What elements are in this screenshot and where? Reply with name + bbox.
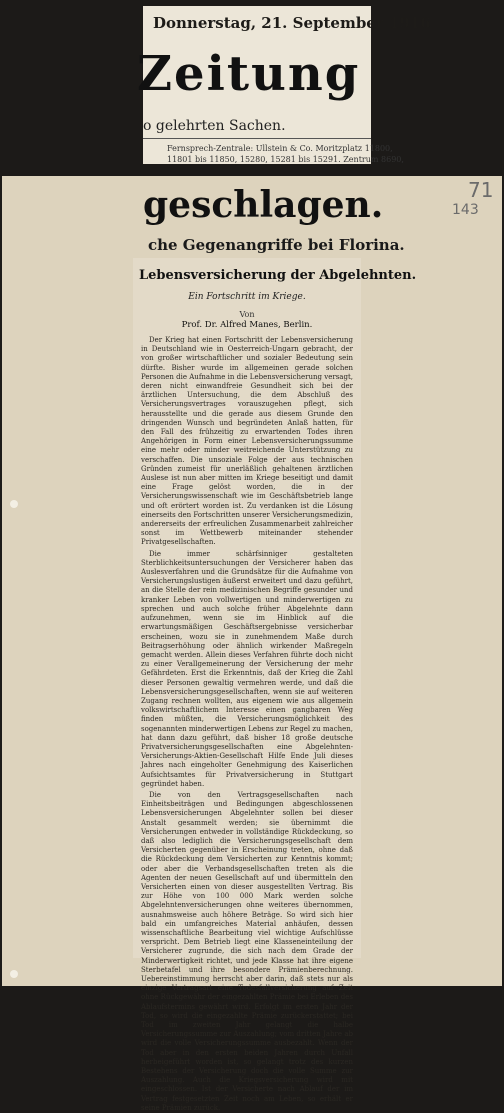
article-subhead: che Gegenangriffe bei Florina. (148, 236, 405, 254)
newspaper-header-clipping (137, 6, 431, 164)
issue-date: Donnerstag, 21. September 1916 (153, 14, 431, 32)
column-body (141, 336, 354, 1112)
article-headline: geschlagen. (143, 184, 384, 226)
punch-hole (10, 500, 18, 508)
body-paragraph: Der Krieg hat einen Fortschritt der Lebensversicherung in Deutschland wie in Oesterreich-Ungarn gebracht, der von großer wirtschaftlicher und sozialer Bedeutung sein dürfte. Bisher wurde im allgemeinen gerade solchen Personen die Aufnahme in die Lebensversicherung versagt, deren nicht einwandfreie Gesundheit sich bei der ärztlichen Untersuchung, die dem Abschluß des Versicherungsvertrages vorauszugehen pflegt, sich herausstellte und die gerade aus diesem Grunde den dringenden Wunsch und begründeten Anlaß hatten, für den Fall des frühzeitig zu erwartenden Todes ihren Angehörigen in Form einer Lebensversicherungssumme eine mehr oder minder weitreichende Unterstützung zu verschaffen. Die unsoziale Folge der aus technischen Gründen zumeist für unerläßlich gehaltenen ärztlichen Auslese ist nun aber mitten im Kriege beseitigt und damit eine Frage gelöst worden, die in der Versicherungswissenschaft wie im Geschäftsbetrieb lange und oft erörtert worden ist. Zu verdanken ist die Lösung einerseits den Fortschritten unserer Versicherungsmedizin, andererseits der erfreulichen Zusammenarbeit zahlreicher sonst im Wettbewerb miteinander stehender Privatgesellschaften. (141, 336, 354, 547)
pencil-note-page: 143 (452, 202, 479, 218)
article-column-clipping (133, 258, 417, 1112)
column-von: Von (239, 310, 255, 319)
column-subtitle: Ein Fortschritt im Kriege. (188, 292, 306, 302)
header-rule (143, 138, 371, 139)
contact-line-2: 11801 bis 11850, 15280, 15281 bis 15291. Zentrum 8690, (167, 155, 404, 164)
punch-hole (10, 970, 18, 978)
column-title: Lebensversicherung der Abgelehnten. (139, 268, 417, 283)
column-author: Prof. Dr. Alfred Manes, Berlin. (181, 320, 313, 330)
body-paragraph: Die immer schärfsinniger gestalteten Sterblichkeitsuntersuchungen der Versicherer haben das Auslesverfahren und die Grundsätze für die Aufnahme von Versicherungslustigen äußerst erweitert und dazu geführt, an die Stelle der rein medizinischen Begriffe gesunder und kranker Leben von vollwertigen und minderwertigen zu sprechen und auch solche früher Abgelehnte dann aufzunehmen, wenn sie im Hinblick auf die erwartungsmäßigen Geschäftsergebnisse versicherbar erscheinen, wozu sie in zunehmendem Maße durch Beitragserhöhung oder ähnlich wirkender Maßregeln gemacht werden. Allein dieses Verfahren führte doch nicht zu einer Verallgemeinerung der Versicherung der mehr Gefährdeten. Erst die Erkenntnis, daß der Krieg die Zahl dieser Personen gewaltig vermehren werde, und daß die Lebensversicherungsgesellschaften, wenn sie auf weiteren Zugang rechnen wollten, aus eigenem wie aus allgemein volkswirtschaftlichem Interesse einen gangbaren Weg finden müßten, die Versicherungsmöglichkeit des sogenannten minderwertigen Lebens zur Regel zu machen, hat dann dazu geführt, daß bisher 18 große deutsche Privatversicherungsgesellschaften eine Abgelehnten-Versicherungs-Aktien-Gesellschaft Hilfe Ende Juli dieses Jahres nach eingeholter Genehmigung des Kaiserlichen Aufsichtsamtes für Privatversicherung in Stuttgart gegründet haben. (141, 549, 353, 788)
masthead: Zeitung (137, 46, 361, 102)
pencil-note-number: 71 (468, 178, 494, 202)
contact-line-1: Fernsprech-Zentrale: Ullstein & Co. Moritzplatz 11800, (167, 144, 393, 153)
body-paragraph: Die von den Vertragsgesellschaften nach Einheitsbeiträgen und Bedingungen abgeschlossenen Lebensversicherungen Abgelehnter sollen bei dieser Anstalt gesammelt werden; sie übernimmt die Versicherungen entweder in vollständige Rückdeckung, so daß also lediglich die Versicherungsgesellschaft dem Versicherten gegenüber in Erscheinung treten, ohne daß die Rückdeckung dem Versicherten zur Kenntnis kommt; oder aber die Verbandsgesellschaften treten als die Agenten der neuen Gesellschaft auf und übermitteln den Versicherten einen von dieser ausgestellten Vertrag. Bis zur Höhe von 100 000 Mark werden solche Abgelehntenversicherungen ohne weiteres übernommen, ausnahmsweise auch höhere Beträge. So wird sich hier bald ein umfangreiches Material anhäufen, dessen wissenschaftliche Bearbeitung viel wichtige Aufschlüsse verspricht. Dem Betrieb liegt eine Klasseneinteilung der Versicherer zugrunde, die sich nach dem Grade der Minderwertigkeit richtet, und jede Klasse hat ihre eigene Sterbetafel und ihre besondere Prämienberechnung. Uebereinstimmung herrscht aber darin, daß stets nur als einzige Vertragsart eine Todesfallversicherung auf Zeit ohne Rückgewähr der eingezahlten Prämie bei Erleben des Ablaufstermins gewährt wird. Erfolgt im ersten Jahr der Tod, so wird die eingezahlte Prämie zurückerstattet; bei Tod im zweiten Jahr gelangt die halbe Versicherungssumme zur Auszahlung; vom dritten Jahre ab wird die volle Versicherungssumme ausbezahlt. Wenn der Tod aber in den ersten beiden Jahren durch Unfall herbeigeführt worden ist, so gelangt trotz des kurzen Bestehens der Versicherung doch die volle Summe zur Auszahlung. Auch die Kriegsversicherung wird mit eingeschlossen. Ist der Versicherte nach Ablauf der im Vertrag festgesetzten Zeit noch am Leben, so erhält er seine Prämien zurück. (141, 790, 353, 1112)
tagline: o gelehrten Sachen. (143, 118, 286, 134)
